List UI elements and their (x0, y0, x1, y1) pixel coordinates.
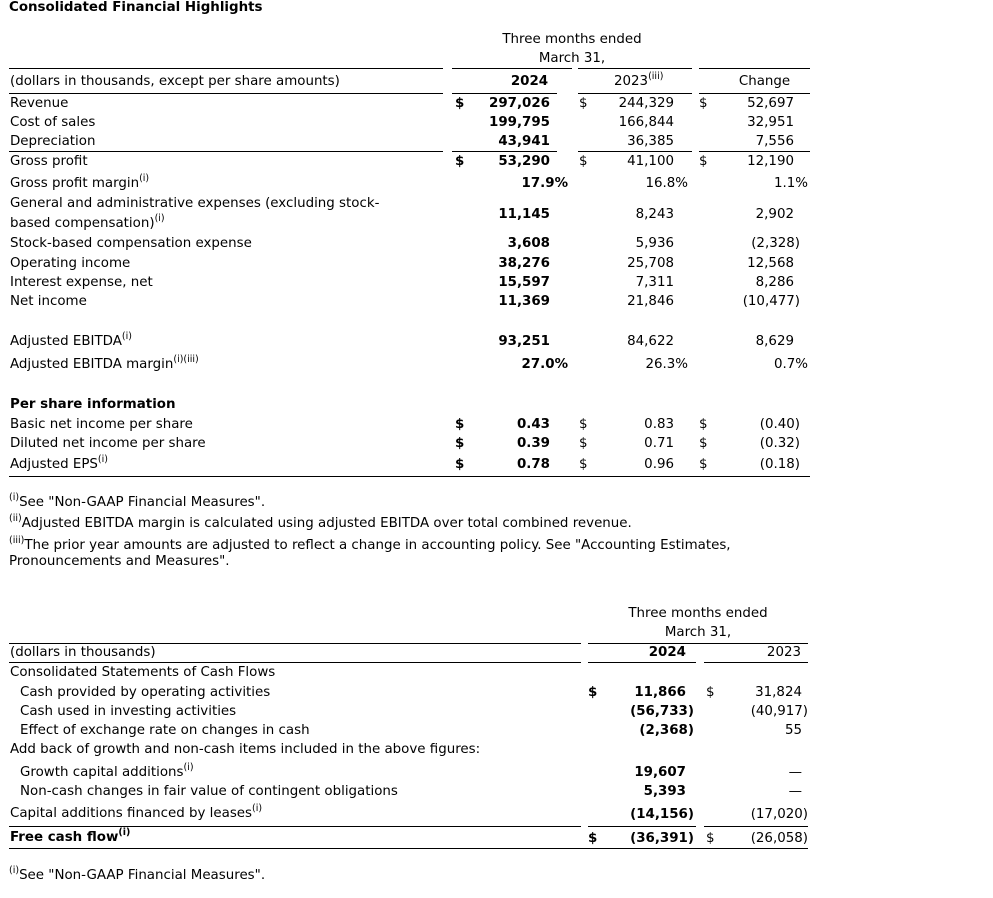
value-2024: 11,369 (498, 294, 550, 309)
divider (452, 151, 557, 152)
value-2023: 5,936 (635, 236, 674, 251)
value-2023: (26,058) (750, 831, 808, 846)
footnote-ref: (i) (154, 213, 165, 224)
addback-heading: Add back of growth and non-cash items included in the above figures: (10, 742, 481, 757)
row-label-text: Interest expense, net (10, 275, 153, 290)
row-label-text: Gross profit margin (10, 176, 140, 191)
row-label (10, 236, 252, 252)
divider (578, 93, 692, 94)
row-label (10, 173, 150, 193)
footnote-text: See "Non-GAAP Financial Measures". (19, 495, 266, 510)
row-label (10, 275, 153, 291)
value-2023: 0.83 (644, 417, 674, 432)
divider (578, 68, 692, 69)
column-header-2023-text: 2023 (614, 74, 649, 89)
units-label: (dollars in thousands, except per share amounts) (10, 74, 340, 89)
currency-symbol: $ (706, 685, 715, 700)
value-2024: 11,866 (634, 685, 686, 700)
row-label (10, 417, 193, 433)
divider (9, 476, 810, 477)
currency-symbol: $ (455, 436, 465, 451)
column-header-change: Change (738, 74, 791, 89)
row-label-text: Cash used in investing activities (20, 704, 237, 719)
row-label (10, 154, 88, 170)
footnote-ii (9, 513, 632, 533)
value-2024: 199,795 (489, 115, 550, 130)
currency-symbol: $ (588, 831, 598, 846)
row-label-text: Basic net income per share (10, 417, 193, 432)
row-label (10, 256, 130, 272)
divider (588, 643, 808, 644)
value-change: 8,629 (755, 334, 794, 349)
value-2023: 55 (784, 723, 802, 738)
divider (699, 151, 810, 152)
row-label-text: Adjusted EPS (10, 457, 98, 472)
value-2024: 297,026 (489, 96, 550, 111)
row-label (20, 762, 194, 782)
footnote-ref: (i) (252, 803, 263, 814)
value-2023: (40,917) (750, 704, 808, 719)
divider (9, 93, 443, 94)
divider (9, 151, 443, 152)
row-label (10, 454, 108, 474)
row-label-text: Capital additions financed by leases (10, 806, 253, 821)
value-2023: 84,622 (627, 334, 674, 349)
row-label-text: Depreciation (10, 134, 96, 149)
value-2023: 16.8% (645, 176, 688, 191)
footnote-text: See "Non-GAAP Financial Measures". (19, 868, 266, 883)
currency-symbol: $ (699, 436, 708, 451)
value-change: 12,190 (747, 154, 794, 169)
value-change: (2,328) (751, 236, 800, 251)
currency-symbol: $ (699, 457, 708, 472)
divider (699, 68, 810, 69)
row-label-text: Adjusted EBITDA (10, 334, 122, 349)
divider (9, 848, 808, 849)
value-2024: 93,251 (498, 334, 550, 349)
value-2024: 17.9% (521, 176, 568, 191)
row-label-text: Non-cash changes in fair value of contingent obligations (20, 784, 398, 799)
row-label-text: Adjusted EBITDA margin (10, 357, 174, 372)
value-2024: 43,941 (498, 134, 550, 149)
value-change: (10,477) (742, 294, 800, 309)
value-2023: 0.96 (644, 457, 674, 472)
value-2023: 8,243 (635, 207, 674, 222)
currency-symbol: $ (699, 96, 708, 111)
row-label-text: Effect of exchange rate on changes in cash (20, 723, 310, 738)
value-change: 8,286 (755, 275, 794, 290)
value-2023: — (788, 765, 802, 780)
row-label (10, 436, 206, 452)
currency-symbol: $ (579, 417, 588, 432)
units-label: (dollars in thousands) (10, 645, 156, 660)
divider (704, 826, 808, 827)
row-label (10, 96, 68, 112)
currency-symbol: $ (455, 154, 465, 169)
row-label (10, 827, 131, 847)
row-label (10, 803, 263, 823)
value-2024: 0.39 (516, 436, 550, 451)
column-header-2023 (614, 71, 664, 91)
value-change: 1.1% (773, 176, 808, 191)
value-2024: 5,393 (643, 784, 686, 799)
value-2023: 31,824 (755, 685, 802, 700)
value-2023: — (788, 784, 802, 799)
section-heading: Consolidated Statements of Cash Flows (10, 665, 276, 680)
value-2023: 41,100 (627, 154, 674, 169)
divider (9, 826, 581, 827)
currency-symbol: $ (455, 96, 465, 111)
value-2023: (17,020) (750, 807, 808, 822)
divider (9, 662, 581, 663)
currency-symbol: $ (588, 685, 598, 700)
currency-symbol: $ (579, 436, 588, 451)
column-header-2024: 2024 (510, 74, 549, 89)
row-label-text: Diluted net income per share (10, 436, 206, 451)
footnote-mark: (iii) (9, 535, 25, 546)
row-label (10, 354, 199, 374)
row-label (10, 331, 132, 351)
value-change: 32,951 (747, 115, 794, 130)
row-label (20, 784, 398, 800)
value-2024: 19,607 (634, 765, 686, 780)
value-2023: 166,844 (618, 115, 674, 130)
value-change: (0.18) (759, 457, 800, 472)
footnote-ref: (i) (118, 827, 131, 838)
row-label-text: Revenue (10, 96, 69, 111)
footnote-ref: (i) (121, 331, 132, 342)
footnote-iii (9, 535, 731, 555)
row-label (10, 134, 95, 150)
value-2024: (14,156) (630, 807, 694, 822)
value-change: 2,902 (755, 207, 794, 222)
value-2024: 27.0% (521, 357, 568, 372)
row-label-text: based compensation) (10, 216, 155, 231)
value-2024: 15,597 (498, 275, 550, 290)
divider (452, 93, 557, 94)
divider (578, 151, 692, 152)
row-label-text: Growth capital additions (20, 765, 184, 780)
footnote-i (9, 492, 266, 512)
column-header-2024: 2024 (648, 645, 686, 660)
currency-symbol: $ (699, 154, 708, 169)
row-label-continued (10, 213, 165, 233)
row-label (20, 723, 310, 739)
value-2024: 11,145 (498, 207, 550, 222)
footnote-ref: (iii) (648, 71, 664, 82)
footnote-ref: (i) (183, 762, 194, 773)
currency-symbol: $ (579, 457, 588, 472)
currency-symbol: $ (455, 417, 465, 432)
page-title: Consolidated Financial Highlights (9, 0, 263, 15)
row-label-text: Free cash flow (10, 830, 119, 845)
currency-symbol: $ (579, 154, 588, 169)
footnote-i (9, 865, 266, 885)
period-header-line2: March 31, (664, 625, 732, 640)
value-2023: 36,385 (627, 134, 674, 149)
value-change: 12,568 (747, 256, 794, 271)
currency-symbol: $ (699, 417, 708, 432)
value-2024: 3,608 (507, 236, 550, 251)
footnote-ref: (i) (139, 173, 150, 184)
period-header-line2: March 31, (538, 51, 606, 66)
value-2024: (2,368) (639, 723, 694, 738)
divider (9, 68, 443, 69)
value-2024: (36,391) (630, 831, 694, 846)
divider (588, 662, 696, 663)
row-label-text: Cash provided by operating activities (20, 685, 271, 700)
value-change: 0.7% (773, 357, 808, 372)
row-label-text: Operating income (10, 256, 131, 271)
per-share-heading: Per share information (10, 397, 176, 412)
divider (588, 826, 696, 827)
footnote-text: Adjusted EBITDA margin is calculated using adjusted EBITDA over total combined revenue. (21, 516, 632, 531)
divider (704, 662, 808, 663)
footnote-ref: (i) (97, 454, 108, 465)
value-2024: 0.78 (516, 457, 550, 472)
value-2024: 0.43 (516, 417, 550, 432)
row-label: General and administrative expenses (excluding stock- (10, 196, 380, 211)
footnote-text: The prior year amounts are adjusted to reflect a change in accounting policy. See "Accounting Estimates, (24, 538, 731, 553)
currency-symbol: $ (706, 831, 715, 846)
period-header-line1: Three months ended (502, 32, 642, 47)
value-change: 7,556 (755, 134, 794, 149)
row-label-text: Net income (10, 294, 87, 309)
value-2023: 21,846 (627, 294, 674, 309)
divider (452, 68, 572, 69)
currency-symbol: $ (579, 96, 588, 111)
row-label (20, 685, 270, 701)
value-2023: 244,329 (618, 96, 674, 111)
value-2023: 25,708 (627, 256, 674, 271)
footnote-iii-continued: Pronouncements and Measures". (9, 554, 230, 569)
footnote-mark: (ii) (9, 513, 22, 524)
row-label-text: Stock-based compensation expense (10, 236, 252, 251)
currency-symbol: $ (455, 457, 465, 472)
period-header-line1: Three months ended (628, 606, 768, 621)
footnote-mark: (i) (9, 492, 20, 503)
row-label-text: Cost of sales (10, 115, 96, 130)
row-label (10, 294, 87, 310)
row-label (10, 115, 95, 131)
footnote-mark: (i) (9, 865, 20, 876)
value-2024: 38,276 (498, 256, 550, 271)
row-label (20, 704, 236, 720)
value-2024: 53,290 (498, 154, 550, 169)
divider (699, 93, 810, 94)
row-label-text: Gross profit (10, 154, 88, 169)
value-2023: 0.71 (644, 436, 674, 451)
value-2023: 26.3% (645, 357, 688, 372)
value-change: 52,697 (747, 96, 794, 111)
value-2024: (56,733) (630, 704, 694, 719)
value-change: (0.40) (759, 417, 800, 432)
footnote-ref: (i)(iii) (173, 354, 199, 365)
value-change: (0.32) (759, 436, 800, 451)
value-2023: 7,311 (635, 275, 674, 290)
column-header-2023: 2023 (766, 645, 801, 660)
divider (9, 643, 581, 644)
